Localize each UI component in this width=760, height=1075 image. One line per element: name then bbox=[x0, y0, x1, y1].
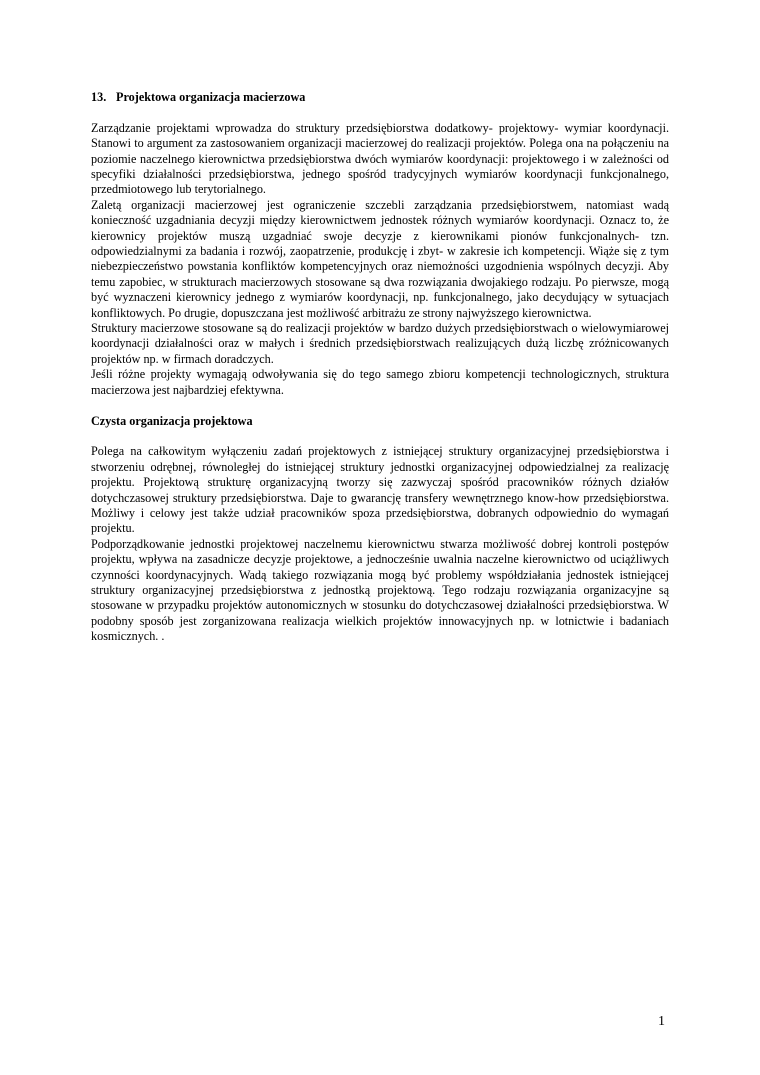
paragraph: Jeśli różne projekty wymagają odwoływania się do tego samego zbioru kompetencji technologicznych, struktura macierzowa jest najbardziej efektywna. bbox=[91, 367, 669, 397]
section-heading-matrix bbox=[91, 90, 669, 105]
paragraph: Zaletą organizacji macierzowej jest ograniczenie szczebli zarządzania przedsiębiorstwem, natomiast wadą konieczność uzgadniania decyzji między kierownictwem jednostek różnych wymiarów koordynacji. Oznacz to, że kierownicy projektów muszą uzgadniać swoje decyzje z kierownikami pionów funkcjonalnych- tzn. odpowiedzialnymi za badania i rozwój, zaopatrzenie, produkcję i zbyt- w zakresie ich kompetencji. Wiąże się z tym niebezpieczeństwo powstania konfliktów kompetencyjnych oraz niemożności uzgodnienia wspólnych decyzji. Aby temu zapobiec, w strukturach macierzowych stosowane są dwa rozwiązania dwojakiego rodzaju. Po pierwsze, mogą być wyznaczeni kierownicy jednego z wymiarów koordynacji, np. funkcjonalnego, jako decydujący w sytuacjach konfliktowych. Po drugie, dopuszczana jest możliwość arbitrażu ze strony najwyższego kierownictwa. bbox=[91, 197, 669, 320]
section-heading-project: Czysta organizacja projektowa bbox=[91, 413, 253, 428]
section-number: 13. bbox=[91, 90, 107, 104]
paragraph: Struktury macierzowe stosowane są do realizacji projektów w bardzo dużych przedsiębiorstwach o wielowymiarowej koordynacji działalności oraz w małych i średnich przedsiębiorstwach realizujących dużą liczbę zróżnicowanych projektów np. w firmach doradczych. bbox=[91, 321, 669, 366]
document-body bbox=[91, 90, 669, 645]
spacer bbox=[91, 429, 669, 444]
page-number: 1 bbox=[658, 1014, 665, 1029]
paragraph: Zarządzanie projektami wprowadza do struktury przedsiębiorstwa dodatkowy- projektowy- wymiar koordynacji. Stanowi to argument za zastosowaniem organizacji macierzowej do realizacji projektów. Polega ona na połączeniu na poziomie naczelnego kierownictwa przedsiębiorstwa dwóch wymiarów koordynacji: projektowego i w zależności od specyfiki działalności przedsiębiorstwa, jednego spośród tradycyjnych wymiarów koordynacji funkcjonalnego, przedmiotowego lub terytorialnego. bbox=[91, 120, 669, 197]
paragraph: Podporządkowanie jednostki projektowej naczelnemu kierownictwu stwarza możliwość dobrej kontroli postępów projektu, wpływa na zasadnicze decyzje projektowe, a jednocześnie uwalnia naczelne kierownictwo od uciążliwych czynności koordynacyjnych. Wadą takiego rozwiązania mogą być problemy współdziałania jednostek istniejącej struktury organizacyjnej przedsiębiorstwa z jednostką projektową. Tego rodzaju rozwiązania organizacyjne są stosowane w przypadku projektów autonomicznych w stosunku do dotychczasowej działalności przedsiębiorstwa. W podobny sposób jest zorganizowana realizacja wielkich projektów innowacyjnych np. w lotnictwie i badaniach kosmicznych. . bbox=[91, 536, 669, 644]
spacer bbox=[91, 105, 669, 120]
section-title: Projektowa organizacja macierzowa bbox=[116, 90, 306, 104]
paragraph: Polega na całkowitym wyłączeniu zadań projektowych z istniejącej struktury organizacyjnej przedsiębiorstwa i stworzeniu odrębnej, równoległej do istniejącej struktury jednostki organizacyjnej odpowiedzialnej za realizację projektu. Projektową strukturę organizacyjną tworzy się zazwyczaj spośród pracowników różnych działów dotychczasowej struktury przedsiębiorstwa. Daje to gwarancję transfery wewnętrznego know-how przedsiębiorstwa. Możliwy i celowy jest także udział pracowników spoza przedsiębiorstwa, dobranych odpowiednio do wymagań projektu. bbox=[91, 444, 669, 536]
spacer bbox=[91, 398, 669, 413]
